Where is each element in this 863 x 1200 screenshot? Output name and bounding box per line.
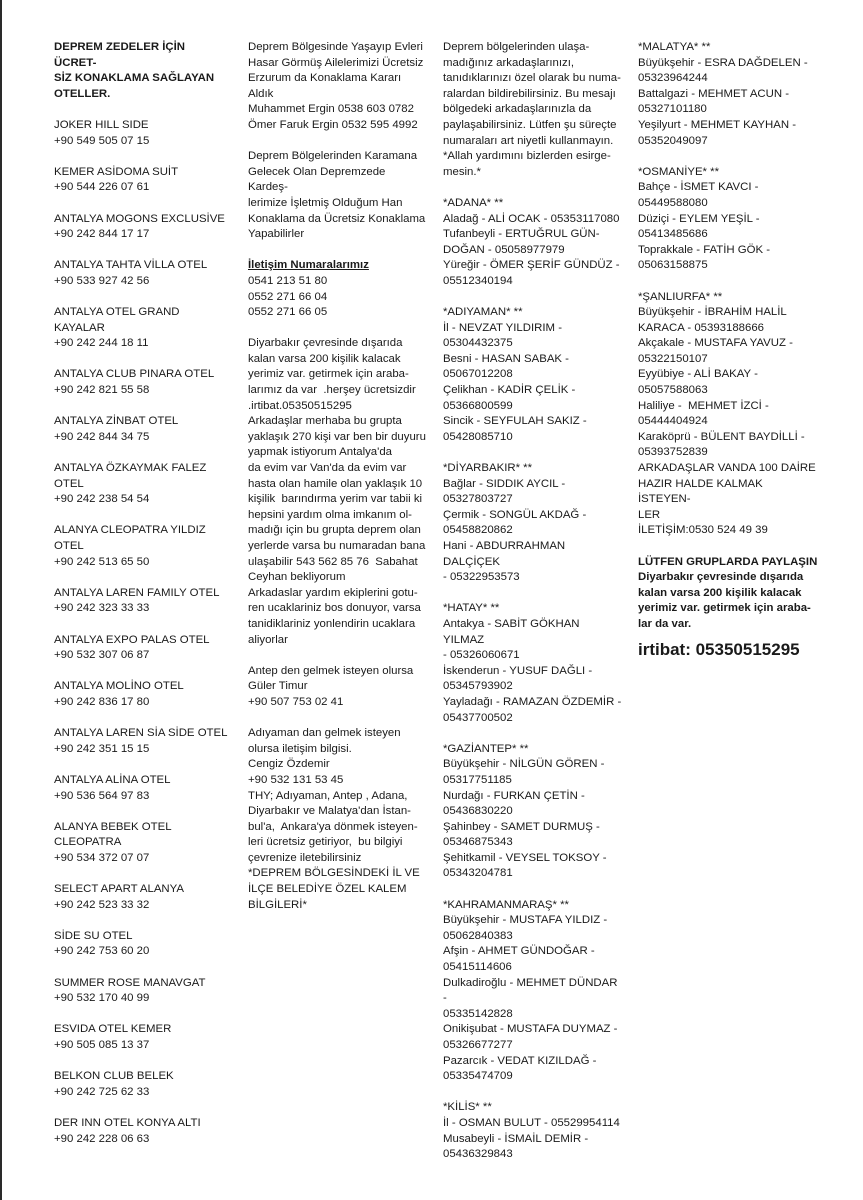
heading-line: DEPREM ZEDELER İÇİN ÜCRET- [54, 41, 189, 69]
text-line: *ADIYAMAN* ** [443, 306, 523, 319]
text-line: 05436329843 [443, 1148, 513, 1161]
hotel-entry [54, 679, 229, 710]
text-line: yerimiz var. getirmek için araba- [248, 368, 409, 381]
text-line: lerimize İşletmiş Olduğum Han [248, 196, 403, 209]
text-line: *HATAY* ** [443, 602, 500, 615]
text-line: ren ucaklariniz bos donuyor, varsa [248, 602, 421, 615]
province-block [638, 40, 818, 149]
text-line: Battalgazi - MEHMET ACUN - [638, 87, 790, 100]
hotel-entry [54, 118, 229, 149]
intro-message [443, 40, 623, 180]
hotel-name: BELKON CLUB BELEK [54, 1070, 174, 1083]
hotel-entry [54, 523, 229, 570]
municipality-column-2 [638, 40, 818, 661]
contact-numbers [248, 274, 428, 321]
text-line: ARKADAŞLAR VANDA 100 DAİRE [638, 462, 816, 475]
text-line: İl - NEVZAT YILDIRIM - [443, 321, 562, 334]
text-line: - 05322953573 [443, 571, 520, 584]
hotel-phone: +90 534 372 07 07 [54, 851, 150, 864]
text-line: Bağlar - SIDDIK AYCIL - [443, 477, 566, 490]
hotel-entry [54, 1022, 229, 1053]
text-line: 05327101180 [638, 103, 707, 116]
hotel-name: SUMMER ROSE MANAVGAT [54, 976, 206, 989]
text-line: 05437700502 [443, 711, 513, 724]
text-line: Düziçi - EYLEM YEŞİL - [638, 212, 760, 225]
hotel-name: ANTALYA ALİNA OTEL [54, 773, 171, 786]
text-line: 05413485686 [638, 228, 708, 241]
text-line: Deprem bölgelerinden ulaşa- [443, 41, 590, 53]
text-line: hasta olan hamile olan yaklaşık 10 [248, 477, 423, 490]
hotel-phone: +90 242 836 17 80 [54, 695, 150, 708]
text-line: Büyükşehir - NİLGÜN GÖREN - [443, 758, 605, 771]
text-line: Nurdağı - FURKAN ÇETİN - [443, 789, 585, 802]
hotel-phone: +90 242 323 33 33 [54, 602, 150, 615]
text-line: Cengiz Özdemir [248, 758, 330, 771]
text-line: yerlerde varsa bu numaradan bana [248, 540, 426, 552]
text-line: +90 507 753 02 41 [248, 695, 344, 708]
hotel-phone: +90 533 927 42 56 [54, 274, 150, 287]
text-line: ulaşabilir 543 562 85 76 Sabahat [248, 555, 418, 568]
heading-line: OTELLER. [54, 87, 111, 100]
text-line: hepsini yardım olma imkanım ol- [248, 508, 412, 521]
text-line: Eyyübiye - ALİ BAKAY - [638, 368, 758, 381]
text-line: Gelecek Olan Depremzede Kardeş- [248, 165, 389, 194]
text-line: Yapabilirler [248, 228, 305, 241]
hotel-entry [54, 165, 229, 196]
text-line: 05317751185 [443, 773, 512, 786]
hotel-phone: +90 536 564 97 83 [54, 789, 150, 802]
hotel-entry [54, 1069, 229, 1100]
hotel-name: ANTALYA LAREN SİA SİDE OTEL [54, 727, 228, 740]
text-line: 05335474709 [443, 1070, 513, 1083]
hotel-list [54, 118, 229, 1147]
text-line: Arkadaslar yardım ekiplerini gotu- [248, 586, 418, 599]
province-block [638, 165, 818, 274]
hotel-name: ESVIDA OTEL KEMER [54, 1023, 172, 1036]
text-line: 05428085710 [443, 430, 513, 443]
text-line: Musabeyli - İSMAİL DEMİR - [443, 1132, 589, 1145]
text-line: Konaklama da Ücretsiz Konaklama [248, 212, 426, 225]
text-line: kalan varsa 200 kişilik kalacak [638, 586, 802, 599]
text-line: Büyükşehir - MUSTAFA YILDIZ - [443, 914, 608, 927]
text-line: bölgedeki arkadaşlarınızla da [443, 103, 592, 116]
text-line: 05343204781 [443, 867, 513, 880]
hotel-entry [54, 367, 229, 398]
text-line: Aldık [248, 87, 274, 100]
text-line: ralardan bildirebilirsiniz. Bu mesajı [443, 87, 616, 100]
text-line: THY; Adıyaman, Antep , Adana, [248, 789, 408, 802]
text-line: madığı için bu grupta deprem olan [248, 524, 421, 537]
hotel-entry [54, 1116, 229, 1147]
text-line: 05062840383 [443, 929, 513, 942]
text-line: *MALATYA* ** [638, 41, 711, 53]
hotel-name: SİDE SU OTEL [54, 929, 133, 942]
province-block [443, 196, 623, 290]
text-line: DOĞAN - 05058977979 [443, 243, 565, 256]
text-line: da evim var Van'da da evim var [248, 462, 407, 475]
hotel-phone: +90 242 244 18 11 [54, 337, 149, 350]
province-block [443, 898, 623, 1085]
text-line: kalan varsa 200 kişilik kalacak [248, 352, 401, 365]
hotel-phone: +90 544 226 07 61 [54, 181, 150, 194]
text-line: 05335142828 [443, 1007, 513, 1020]
hotel-entry [54, 820, 229, 867]
text-line: 05304432375 [443, 337, 513, 350]
hotel-phone: +90 549 505 07 15 [54, 134, 150, 147]
text-line: - 05326060671 [443, 649, 520, 662]
hotel-entry [54, 461, 229, 508]
hotel-phone: +90 242 238 54 54 [54, 493, 150, 506]
text-line: mesin.* [443, 165, 481, 178]
text-line: .irtibat.05350515295 [248, 399, 352, 412]
text-line: Hasar Görmüş Ailelerimizi Ücretsiz [248, 56, 424, 69]
hotel-entry [54, 414, 229, 445]
text-line: *Allah yardımını bizlerden esirge- [443, 150, 611, 163]
heading-line: SİZ KONAKLAMA SAĞLAYAN [54, 72, 215, 85]
text-line: yapmak istiyorum Antalya'da [248, 446, 392, 459]
hotel-phone: +90 242 523 33 32 [54, 898, 150, 911]
text-line: Ömer Faruk Ergin 0532 595 4992 [248, 118, 418, 131]
share-note [638, 555, 818, 633]
text-line: paylaşabilirsiniz. Lütfen şu süreçte [443, 118, 617, 131]
text-line: Çermik - SONGÜL AKDAĞ - [443, 508, 587, 521]
text-line: Toprakkale - FATİH GÖK - [638, 243, 771, 256]
hotel-phone: +90 242 821 55 58 [54, 384, 150, 397]
text-line: Ceyhan bekliyorum [248, 571, 346, 584]
hotel-entry [54, 633, 229, 664]
province-block [443, 601, 623, 726]
text-line: Hani - ABDURRAHMAN DALÇİÇEK [443, 540, 569, 568]
hotel-phone: +90 242 228 06 63 [54, 1132, 150, 1145]
text-line: KARACA - 05393188666 [638, 321, 765, 334]
text-line: 05436830220 [443, 805, 513, 818]
text-line: Güler Timur [248, 680, 308, 693]
text-line: 05057588063 [638, 384, 708, 397]
hotel-name: ANTALYA CLUB PINARA OTEL [54, 368, 215, 381]
page-edge-line [0, 0, 2, 1200]
hotel-name: ANTALYA OTEL GRAND KAYALAR [54, 306, 183, 334]
text-line: Sincik - SEYFULAH SAKIZ - [443, 415, 587, 428]
text-line: İl - OSMAN BULUT - 05529954114 [443, 1116, 620, 1129]
text-line: leri ücretsiz getiriyor, bu bilgiyi [248, 836, 403, 849]
text-line: +90 532 131 53 45 [248, 773, 344, 786]
text-line: olursa iletişim bilgisi. [248, 742, 352, 755]
hotel-name: ANTALYA MOGONS EXCLUSİVE [54, 212, 225, 225]
text-line: madığınız arkadaşlarınızı, [443, 56, 575, 69]
text-line: 05393752839 [638, 446, 708, 459]
text-line: Karaköprü - BÜLENT BAYDİLLİ - [638, 430, 805, 443]
text-line: kişilik barındırma yerim var tabii ki [248, 493, 423, 506]
text-line: *OSMANİYE* ** [638, 165, 720, 178]
hotel-entry [54, 929, 229, 960]
text-line: Yeşilyurt - MEHMET KAYHAN - [638, 118, 797, 131]
hotel-entry [54, 726, 229, 757]
hotel-name: ANTALYA TAHTA VİLLA OTEL [54, 259, 208, 272]
province-contact-list [443, 196, 623, 1163]
province-block [443, 742, 623, 882]
text-line: Diyarbakır ve Malatya'dan İstan- [248, 805, 411, 818]
text-line: yerimiz var. getirmek için araba- [638, 602, 811, 615]
text-line: Haliliye - MEHMET İZCİ - [638, 399, 769, 412]
text-line: 05512340194 [443, 274, 513, 287]
hotels-column [54, 40, 229, 1163]
text-line: Diyarbakır çevresinde dışarıda [638, 571, 804, 584]
karaman-notice [248, 149, 428, 243]
hotel-name: KEMER ASİDOMA SUİT [54, 165, 179, 178]
text-line: 05346875343 [443, 836, 513, 849]
text-line: Pazarcık - VEDAT KIZILDAĞ - [443, 1054, 597, 1067]
text-line: Deprem Bölgesinde Yaşayıp Evleri [248, 41, 423, 53]
text-line: 05326677277 [443, 1039, 513, 1051]
text-line: larımız da var .herşey ücretsizdir [248, 384, 416, 397]
text-line: Deprem Bölgelerinden Karamana [248, 150, 418, 163]
text-line: bul'a, Ankara'ya dönmek isteyen- [248, 820, 418, 833]
text-line: *GAZİANTEP* ** [443, 742, 529, 755]
text-line: 05366800599 [443, 399, 513, 412]
hotel-name: ALANYA BEBEK OTEL CLEOPATRA [54, 820, 175, 849]
diyarbakir-antalya-notice [248, 336, 428, 648]
text-line: 05345793902 [443, 680, 513, 693]
text-line: 05352049097 [638, 134, 708, 147]
hotel-name: ANTALYA EXPO PALAS OTEL [54, 633, 210, 646]
text-line: *KAHRAMANMARAŞ* ** [443, 898, 569, 911]
province-block [443, 1100, 623, 1162]
text-line: Muhammet Ergin 0538 603 0782 [248, 103, 414, 116]
hotel-name: SELECT APART ALANYA [54, 883, 184, 896]
text-line: tanıdıklarınızı özel olarak bu numa- [443, 72, 621, 85]
text-line: *DİYARBAKIR* ** [443, 462, 533, 475]
text-line: aliyorlar [248, 633, 288, 646]
hotel-entry [54, 586, 229, 617]
text-line: Büyükşehir - ESRA DAĞDELEN - [638, 56, 808, 69]
text-line: Aladağ - ALİ OCAK - 05353117080 [443, 212, 620, 225]
text-line: tanidiklariniz yonlendirin ucaklara [248, 617, 416, 630]
contact-phone-big: irtibat: 05350515295 [638, 639, 800, 659]
hotel-name: ANTALYA ÖZKAYMAK FALEZ OTEL [54, 462, 210, 490]
hotel-phone: +90 532 170 40 99 [54, 992, 150, 1005]
text-line: Akçakale - MUSTAFA YAVUZ - [638, 337, 793, 350]
text-line: Yüreğir - ÖMER ŞERİF GÜNDÜZ - [443, 259, 620, 272]
text-line: Diyarbakır çevresinde dışarıda [248, 337, 403, 350]
hotels-heading [54, 40, 229, 102]
text-line: Büyükşehir - İBRAHİM HALİL [638, 306, 787, 319]
text-line: İskenderun - YUSUF DAĞLI - [443, 664, 593, 677]
province-block [638, 290, 818, 540]
text-line: Onikişubat - MUSTAFA DUYMAZ - [443, 1023, 618, 1036]
text-line: Yayladağı - RAMAZAN ÖZDEMİR - [443, 695, 622, 708]
text-line: Adıyaman dan gelmek isteyen [248, 727, 401, 740]
hotel-name: ANTALYA LAREN FAMILY OTEL [54, 586, 220, 599]
text-line: yaklaşık 270 kişi var ben bir duyuru [248, 430, 426, 443]
adiyaman-thy-notice [248, 726, 428, 913]
text-line: Çelikhan - KADİR ÇELİK - [443, 384, 576, 397]
text-line: Besni - HASAN SABAK - [443, 352, 569, 365]
hotel-name: ANTALYA MOLİNO OTEL [54, 680, 184, 693]
hotel-phone: +90 532 307 06 87 [54, 649, 150, 662]
text-line: 05063158875 [638, 259, 708, 272]
text-line: Antakya - SABİT GÖKHAN YILMAZ [443, 617, 583, 646]
text-line: Dulkadiroğlu - MEHMET DÜNDAR - [443, 976, 621, 1005]
text-line: lar da var. [638, 617, 692, 630]
hotel-name: DER INN OTEL KONYA ALTI [54, 1116, 201, 1129]
text-line: LÜTFEN GRUPLARDA PAYLAŞIN [638, 555, 818, 568]
text-line: Arkadaşlar merhaba bu grupta [248, 415, 402, 428]
text-line: *KİLİS* ** [443, 1101, 492, 1114]
text-line: İLÇE BELEDİYE ÖZEL KALEM [248, 883, 407, 896]
municipality-column-1 [443, 40, 623, 1178]
text-line: İLETİŞİM:0530 524 49 39 [638, 524, 768, 537]
hotel-phone: +90 242 725 62 33 [54, 1085, 150, 1098]
text-line: 05067012208 [443, 368, 513, 381]
hotel-phone: +90 242 753 60 20 [54, 945, 150, 958]
hotel-entry [54, 212, 229, 243]
text-line: 0552 271 66 05 [248, 306, 328, 319]
hotel-phone: +90 242 513 65 50 [54, 555, 150, 568]
text-line: *ŞANLIURFA* ** [638, 290, 723, 303]
province-block [443, 461, 623, 586]
antep-notice [248, 664, 428, 711]
hotel-entry [54, 258, 229, 289]
text-line: 05327803727 [443, 493, 513, 506]
text-line: Tufanbeyli - ERTUĞRUL GÜN- [443, 228, 600, 241]
hotel-name: ALANYA CLEOPATRA YILDIZ OTEL [54, 524, 209, 552]
province-contact-list [638, 40, 818, 539]
hotel-phone: +90 242 351 15 15 [54, 742, 150, 755]
text-line: numaraları art niyetli kullanmayın. [443, 134, 614, 147]
text-line: 0552 271 66 04 [248, 290, 328, 303]
text-line: Bahçe - İSMET KAVCI - [638, 181, 759, 194]
hotel-name: JOKER HILL SIDE [54, 118, 149, 131]
text-line: LER [638, 508, 661, 521]
hotel-entry [54, 773, 229, 804]
text-line: Şahinbey - SAMET DURMUŞ - [443, 820, 600, 833]
text-line: *ADANA* ** [443, 196, 504, 209]
erzurum-notice [248, 40, 428, 134]
text-line: Antep den gelmek isteyen olursa [248, 664, 414, 677]
text-line: 05444404924 [638, 415, 708, 428]
text-line: 05323964244 [638, 72, 708, 85]
province-block [443, 305, 623, 445]
text-line: 0541 213 51 80 [248, 274, 328, 287]
text-line: 05458820862 [443, 524, 513, 537]
text-line: HAZIR HALDE KALMAK İSTEYEN- [638, 477, 766, 506]
text-line: 05449588080 [638, 196, 708, 209]
text-line: 05415114606 [443, 961, 512, 974]
hotel-entry [54, 976, 229, 1007]
text-line: çevrenize iletebilirsiniz [248, 851, 362, 864]
hotel-entry [54, 882, 229, 913]
text-line: 05322150107 [638, 352, 708, 365]
hotel-phone: +90 242 844 34 75 [54, 430, 150, 443]
hotel-phone: +90 505 085 13 37 [54, 1039, 150, 1051]
text-line: Erzurum da Konaklama Kararı [248, 72, 402, 85]
text-line: Şehitkamil - VEYSEL TOKSOY - [443, 851, 607, 864]
notices-column [248, 40, 428, 913]
contact-numbers-title: İletişim Numaralarımız [248, 259, 369, 272]
hotel-name: ANTALYA ZİNBAT OTEL [54, 415, 179, 428]
text-line: *DEPREM BÖLGESİNDEKİ İL VE [248, 867, 420, 880]
hotel-phone: +90 242 844 17 17 [54, 228, 150, 241]
text-line: Afşin - AHMET GÜNDOĞAR - [443, 945, 595, 958]
text-line: BİLGİLERİ* [248, 898, 307, 911]
hotel-entry [54, 305, 229, 352]
